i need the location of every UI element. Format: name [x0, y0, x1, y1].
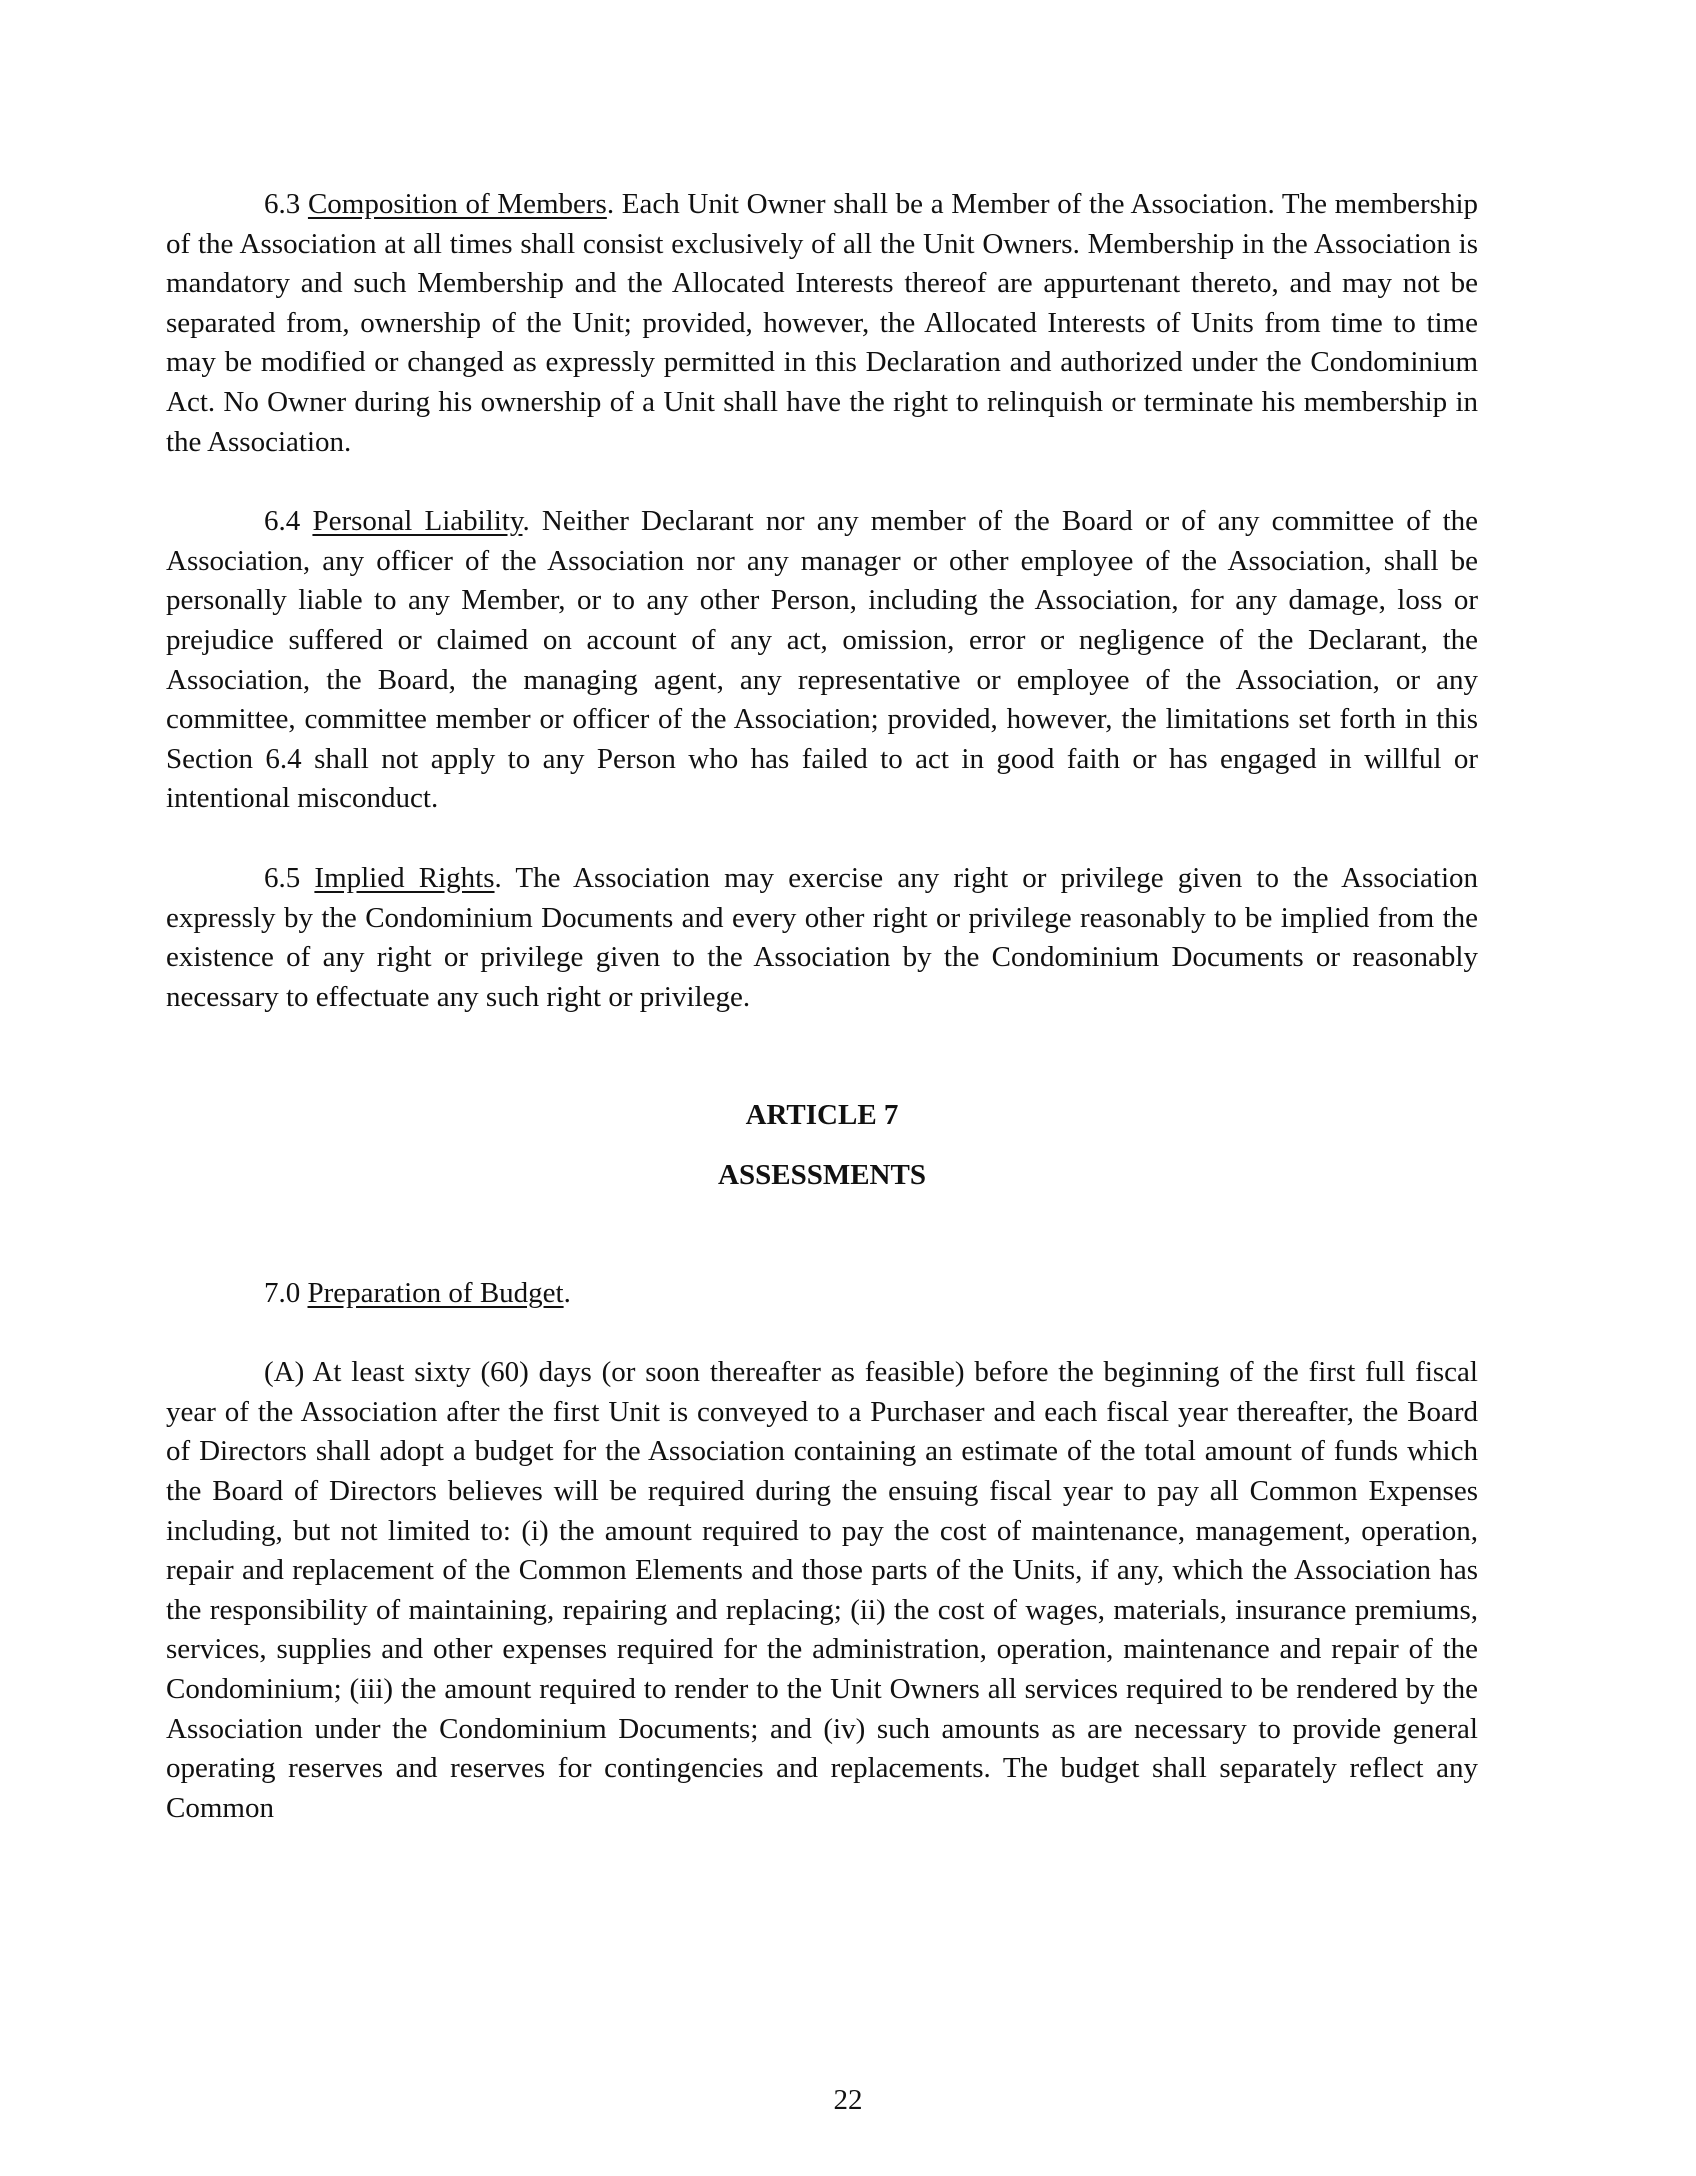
section-6-4-heading: Personal Liability: [312, 505, 523, 538]
section-6-3-paragraph: [166, 185, 1478, 462]
section-6-5-number: 6.5: [264, 861, 301, 894]
article-title: ASSESSMENTS: [718, 1159, 926, 1192]
spacer: [166, 1313, 1478, 1353]
section-6-4-paragraph: [166, 502, 1478, 819]
section-6-5-body: . The Association may exercise any right or privilege given to the Association expressly by the Condominium Documents and every other right or privilege reasonably to be implied from the existence of any right or privilege given to the Association by the Condominium Documents or reasonably necessary to effectuate any such right or privilege.: [166, 861, 1479, 1013]
page-content: [166, 185, 1478, 1828]
section-6-5-paragraph: [166, 859, 1478, 1017]
section-6-3-heading: Composition of Members: [307, 188, 607, 220]
paragraph-a: (A) At least sixty (60) days (or soon thereafter as feasible) before the beginning of the first full fiscal year of the Association after the first Unit is conveyed to a Purchaser and each fiscal year thereafter, the Board of Directors shall adopt a budget for the Association containing an estimate of the total amount of funds which the Board of Directors believes will be required during the ensuing fiscal year to pay all Common Expenses including, but not limited to: (i) the amount required to pay the cost of maintenance, management, operation, repair and replacement of the Common Elements and those parts of the Units, if any, which the Association has the responsibility of maintaining, repairing and replacing; (ii) the cost of wages, materials, insurance premiums, services, supplies and other expenses required for the administration, operation, maintenance and repair of the Condominium; (iii) the amount required to render to the Unit Owners all services required to be rendered by the Association under the Condominium Documents; and (iv) such amounts as are necessary to provide general operating reserves and reserves for contingencies and replacements. The budget shall separately reflect any Common: [166, 1356, 1478, 1824]
section-6-3-number: 6.3: [264, 188, 301, 220]
section-6-3-body: . Each Unit Owner shall be a Member of the Association. The membership of the Association at all times shall consist exclusively of all the Unit Owners. Membership in the Association is mandatory and such Membership and the Allocated Interests thereof are appurtenant thereto, and may not be separated from, ownership of the Unit; provided, however, the Allocated Interests of Units from time to time may be modified or changed as expressly permitted in this Declaration and authorized under the Condominium Act. No Owner during his ownership of a Unit shall have the right to relinquish or terminate his membership in the Association.: [166, 188, 1479, 458]
article-number: ARTICLE 7: [745, 1099, 899, 1132]
spacer: [166, 819, 1478, 859]
page-number: 22: [833, 2084, 863, 2116]
section-7-0-number: 7.0: [264, 1277, 301, 1310]
section-7-0-heading-line: [166, 1273, 1478, 1313]
spacer: [166, 1017, 1478, 1095]
spacer: [166, 462, 1478, 502]
spacer: [166, 1195, 1478, 1273]
section-6-5-heading: Implied Rights: [314, 861, 495, 894]
section-6-4-body: . Neither Declarant nor any member of the Board or of any committee of the Association, any officer of the Association nor any manager or other employee of the Association, shall be personally liable to any Member, or to any other Person, including the Association, for any damage, loss or prejudice suffered or claimed on account of any act, omission, error or negligence of the Declarant, the Association, the Board, the managing agent, any representative or employee of the Association, or any committee, committee member or officer of the Association; provided, however, the limitations set forth in this Section 6.4 shall not apply to any Person who has failed to act in good faith or has engaged in willful or intentional misconduct.: [166, 505, 1478, 815]
section-6-4-number: 6.4: [264, 505, 301, 538]
spacer: [166, 1135, 1478, 1155]
section-7-0-period: .: [563, 1277, 571, 1310]
section-7-0-heading: Preparation of Budget: [307, 1277, 564, 1310]
